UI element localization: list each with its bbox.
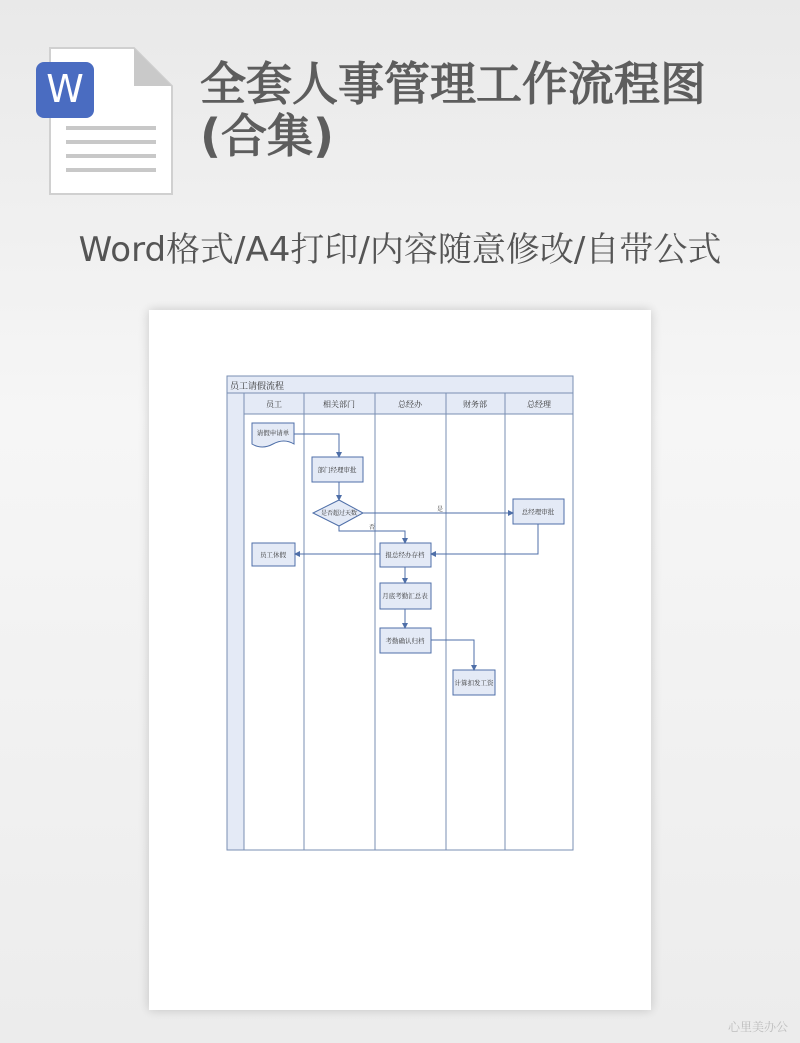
node-payroll-label: 计算扣发工资 (454, 679, 494, 687)
edge-label-no: 否 (369, 524, 376, 531)
lane-label-employee: 员工 (266, 400, 282, 409)
lane-label-general-manager: 总经理 (527, 400, 551, 409)
node-leave-application-label: 请假申请单 (256, 429, 290, 437)
document-preview (149, 310, 651, 1010)
word-logo-letter: W (46, 67, 84, 111)
format-subtitle: Word格式/A4打印/内容随意修改/自带公式 (78, 230, 722, 270)
lane-label-admin-office: 总经办 (398, 400, 422, 409)
node-gm-review-label: 总经理审批 (521, 508, 555, 516)
node-days-decision-label: 是否超过天数 (320, 510, 358, 517)
lane-label-department: 相关部门 (323, 400, 355, 409)
node-admin-archive-label: 报总经办存档 (385, 551, 425, 559)
side-strip (227, 393, 244, 850)
node-attendance-summary-label: 月底考勤汇总表 (382, 592, 428, 600)
flowchart-title: 员工请假流程 (230, 382, 285, 392)
node-employee-leave-label: 员工休假 (260, 551, 286, 559)
page-title: 全套人事管理工作流程图(合集) (200, 57, 706, 163)
flowchart-frame (227, 376, 573, 850)
flowchart-diagram (149, 310, 651, 1010)
word-document-icon (36, 44, 176, 200)
lane-label-finance: 财务部 (463, 400, 487, 409)
node-dept-review-label: 部门经理审批 (317, 466, 357, 474)
watermark: 心里美办公 (727, 1020, 788, 1034)
edge-label-yes: 是 (437, 506, 444, 513)
node-attendance-confirm-label: 考勤确认归档 (385, 637, 425, 645)
